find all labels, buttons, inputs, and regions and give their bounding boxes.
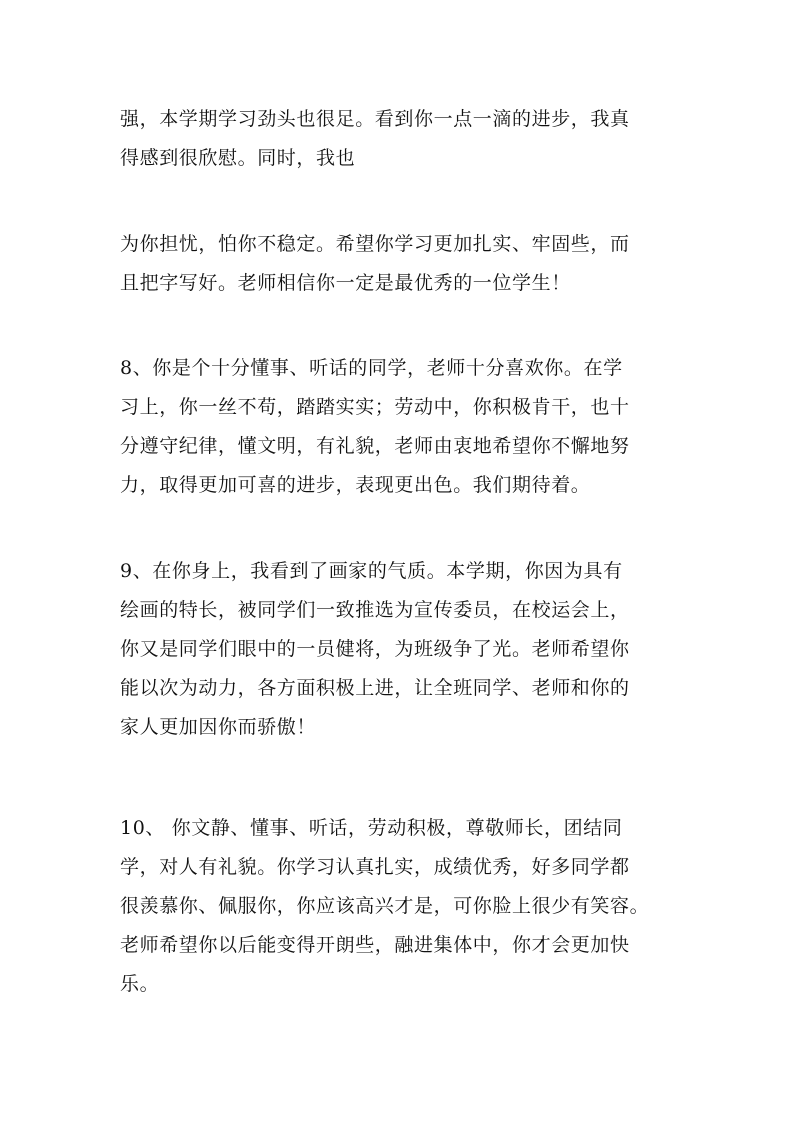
text-line: 乐。	[120, 973, 160, 995]
text-line: 你又是同学们眼中的一员健将，为班级争了光。老师希望你	[120, 638, 630, 660]
text-line: 8、你是个十分懂事、听话的同学，老师十分喜欢你。在学	[120, 357, 623, 379]
text-line: 强，本学期学习劲头也很足。看到你一点一滴的进步，我真	[120, 108, 630, 130]
text-line: 学，对人有礼貌。你学习认真扎实，成绩优秀，好多同学都	[120, 856, 630, 878]
paragraph-item-8	[120, 349, 686, 505]
text-line: 很羡慕你、佩服你，你应该高兴才是，可你脸上很少有笑容。	[120, 895, 650, 917]
text-line: 10、 你文静、懂事、听话，劳动积极，尊敬师长，团结同	[120, 817, 623, 839]
paragraph-item-9	[120, 552, 686, 747]
text-line: 9、在你身上，我看到了画家的气质。本学期，你因为具有	[120, 560, 623, 582]
text-line: 为你担忧，怕你不稳定。希望你学习更加扎实、牢固些，而	[120, 233, 630, 255]
text-line: 力，取得更加可喜的进步，表现更出色。我们期待着。	[120, 474, 591, 496]
paragraph-2	[120, 225, 686, 303]
text-line: 绘画的特长，被同学们一致推选为宣传委员，在校运会上，	[120, 599, 630, 621]
paragraph-1	[120, 100, 686, 178]
paragraph-item-10	[120, 809, 686, 1004]
text-line: 能以次为动力，各方面积极上进，让全班同学、老师和你的	[120, 677, 630, 699]
text-line: 习上，你一丝不苟，踏踏实实；劳动中，你积极肯干，也十	[120, 396, 630, 418]
text-line: 分遵守纪律，懂文明，有礼貌，老师由衷地希望你不懈地努	[120, 435, 630, 457]
text-line: 得感到很欣慰。同时，我也	[120, 147, 356, 169]
text-line: 老师希望你以后能变得开朗些，融进集体中，你才会更加快	[120, 934, 630, 956]
text-line: 且把字写好。老师相信你一定是最优秀的一位学生！	[120, 272, 571, 294]
text-line: 家人更加因你而骄傲！	[120, 716, 317, 738]
